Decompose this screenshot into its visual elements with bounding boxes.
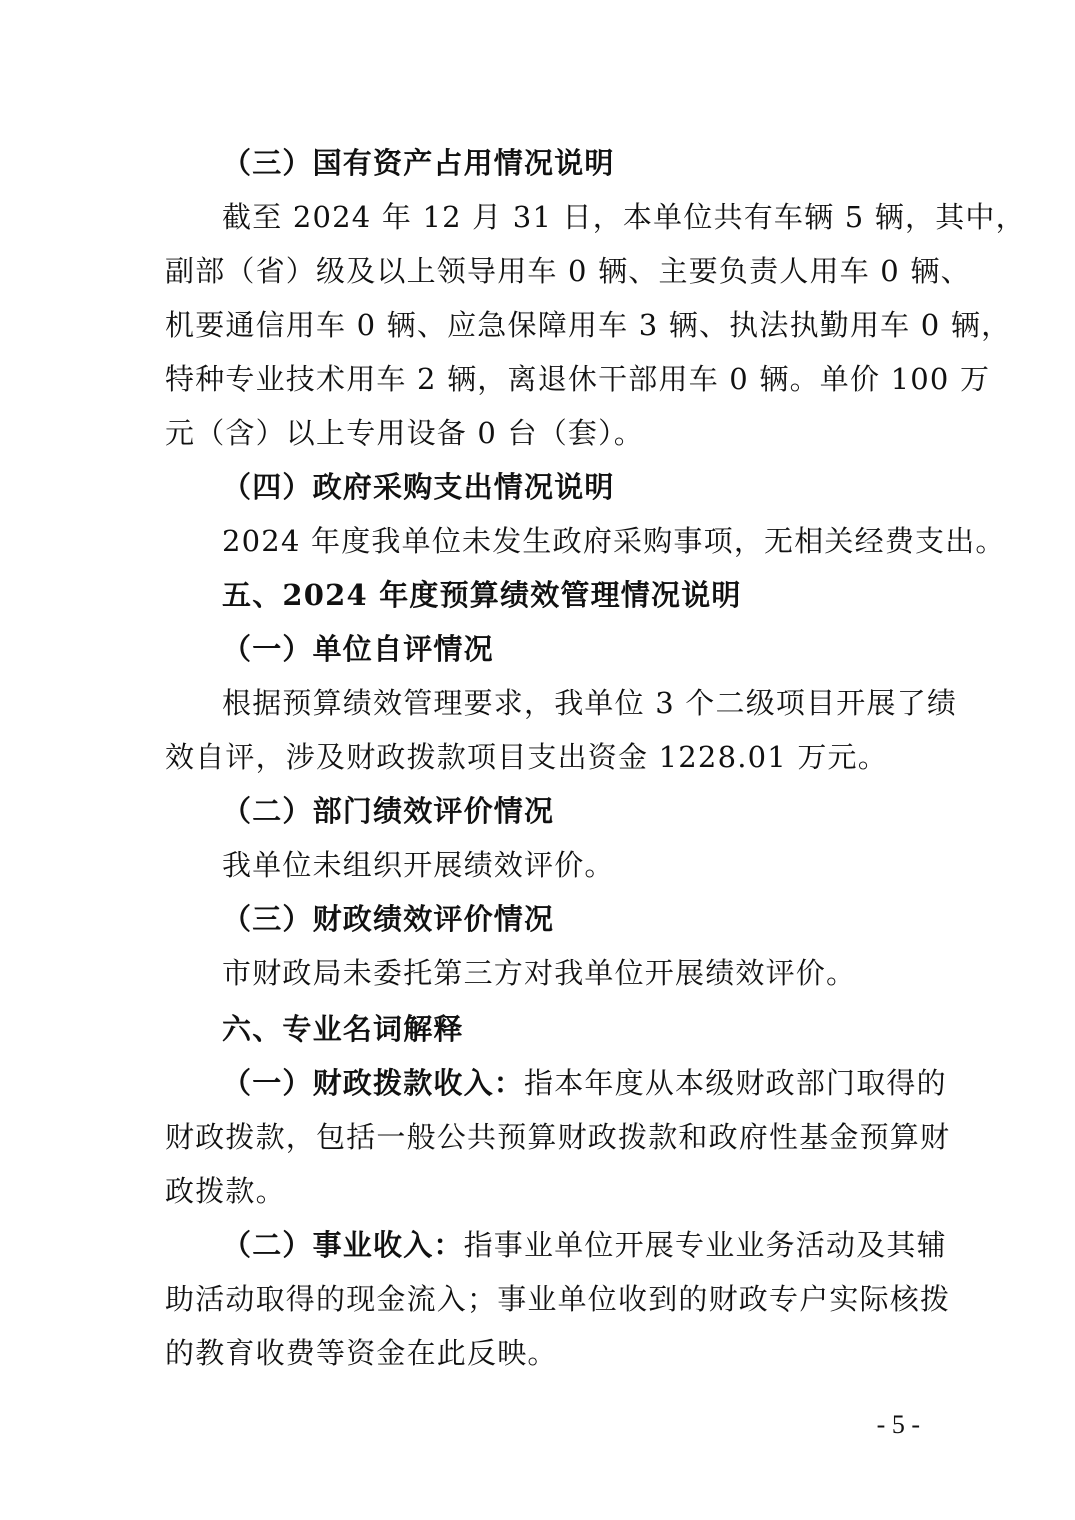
part-heading-glossary: 六、专业名词解释 xyxy=(222,1012,464,1046)
paragraph-line: 2024 年度我单位未发生政府采购事项，无相关经费支出。 xyxy=(222,524,1006,558)
glossary-term: （一）财政拨款收入： xyxy=(222,1066,525,1100)
paragraph-line: 效自评，涉及财政拨款项目支出资金 1228.01 万元。 xyxy=(165,740,888,774)
paragraph-line: 特种专业技术用车 2 辆，离退休干部用车 0 辆。单价 100 万 xyxy=(165,362,991,396)
glossary-term: （二）事业收入： xyxy=(222,1228,464,1262)
section-heading-dept-evaluation: （二）部门绩效评价情况 xyxy=(222,794,555,828)
glossary-entry-line xyxy=(222,1225,947,1265)
paragraph-line: 政拨款。 xyxy=(165,1174,286,1208)
paragraph-line: 市财政局未委托第三方对我单位开展绩效评价。 xyxy=(222,956,857,990)
section-heading-assets: （三）国有资产占用情况说明 xyxy=(222,146,615,180)
paragraph-line: 助活动取得的现金流入；事业单位收到的财政专户实际核拨 xyxy=(165,1282,951,1316)
paragraph-line: 元（含）以上专用设备 0 台（套）。 xyxy=(165,416,644,450)
page-number: - 5 - xyxy=(876,1410,920,1439)
section-heading-self-evaluation: （一）单位自评情况 xyxy=(222,632,494,666)
paragraph-line: 副部（省）级及以上领导用车 0 辆、主要负责人用车 0 辆、 xyxy=(165,254,971,288)
paragraph-line: 机要通信用车 0 辆、应急保障用车 3 辆、执法执勤用车 0 辆， xyxy=(165,308,1012,342)
paragraph-line: 的教育收费等资金在此反映。 xyxy=(165,1336,558,1370)
glossary-definition: 指本年度从本级财政部门取得的 xyxy=(524,1066,947,1100)
paragraph-line: 财政拨款，包括一般公共预算财政拨款和政府性基金预算财 xyxy=(165,1120,951,1154)
paragraph-line: 我单位未组织开展绩效评价。 xyxy=(222,848,615,882)
part-heading-performance: 五、2024 年度预算绩效管理情况说明 xyxy=(222,578,742,612)
section-heading-finance-evaluation: （三）财政绩效评价情况 xyxy=(222,902,555,936)
glossary-entry-line xyxy=(222,1063,947,1103)
paragraph-line: 根据预算绩效管理要求，我单位 3 个二级项目开展了绩 xyxy=(222,686,958,720)
paragraph-line: 截至 2024 年 12 月 31 日，本单位共有车辆 5 辆，其中， xyxy=(222,200,1026,234)
glossary-definition: 指事业单位开展专业业务活动及其辅 xyxy=(463,1228,947,1262)
section-heading-procurement: （四）政府采购支出情况说明 xyxy=(222,470,615,504)
